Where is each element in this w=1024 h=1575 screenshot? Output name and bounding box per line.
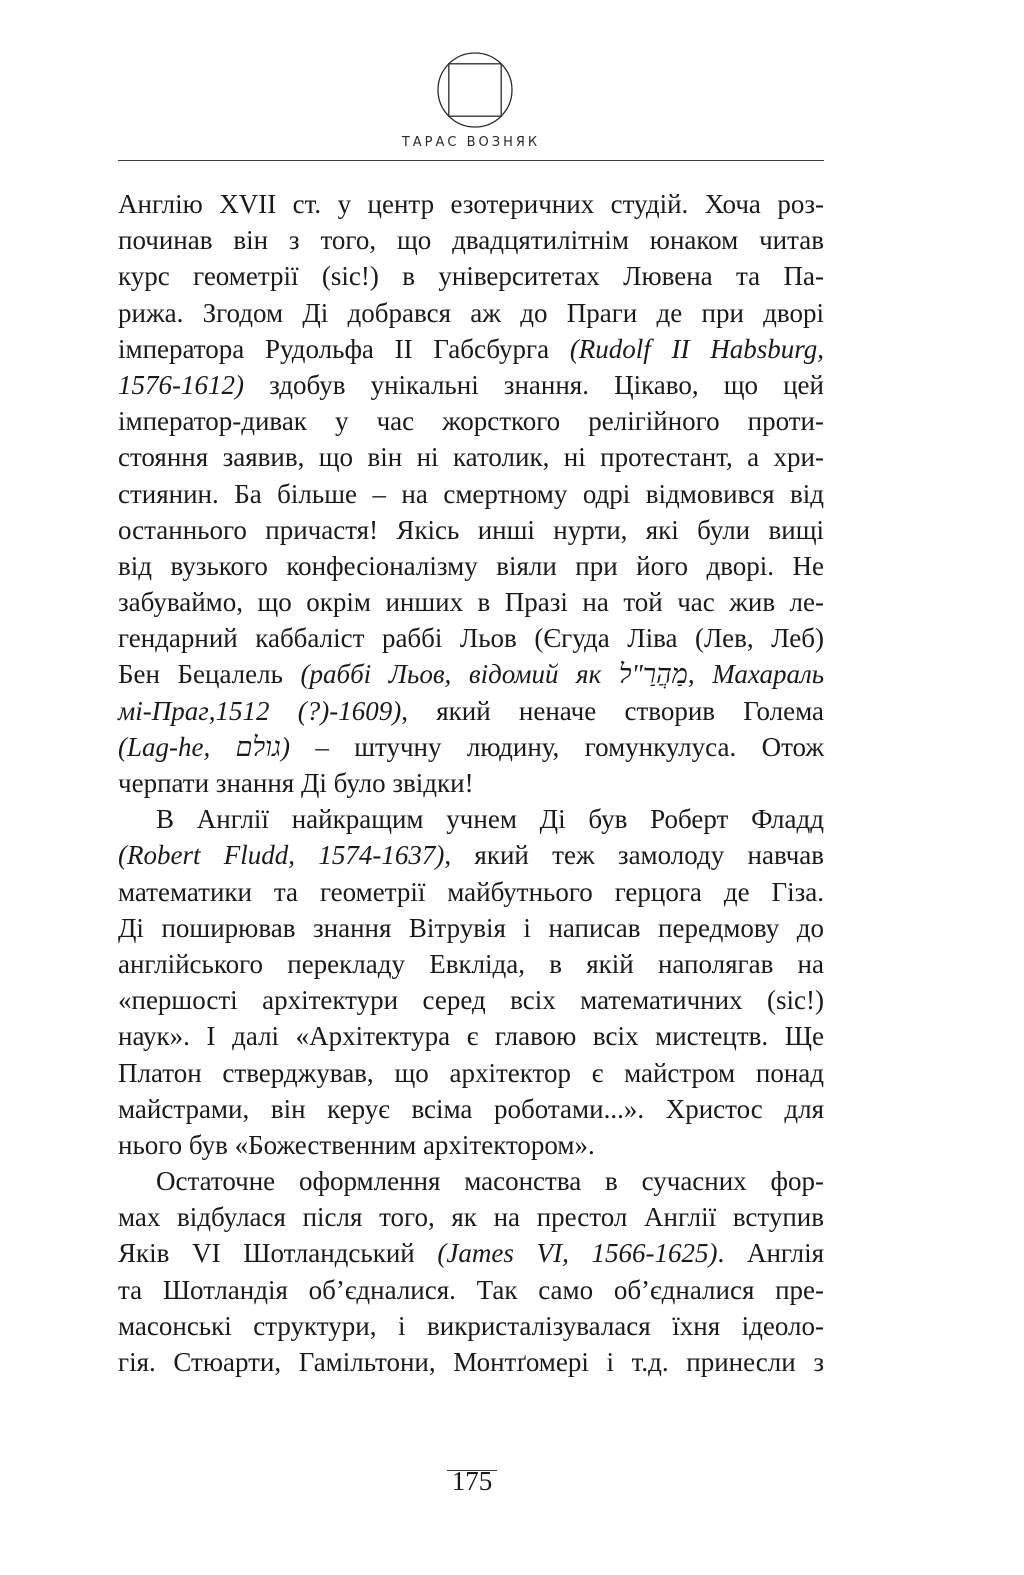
text-run: забуваймо, що окрім инших в Празі на той час жив ле- [118, 587, 824, 618]
text-line [118, 837, 824, 873]
circle-square-emblem-icon [436, 51, 514, 129]
italic-text: (Lag-he, גולם) [118, 731, 290, 762]
text-run: Яків VI Шотландський [118, 1238, 438, 1269]
text-line [118, 656, 824, 692]
text-run: від вузького конфесіоналізму віяли при його дворі. Не [118, 550, 824, 581]
text-run: , який неначе створив Голема [401, 695, 824, 726]
text-line [118, 982, 824, 1018]
text-run: Платон стверджував, що архітектор є майстром понад [118, 1057, 824, 1088]
text-line [118, 295, 824, 331]
text-line [118, 1018, 824, 1054]
body-text [118, 186, 824, 1380]
text-run: англійського перекладу Евкліда, в якій наполягав на [118, 948, 824, 979]
text-line [118, 729, 824, 765]
text-line [118, 439, 824, 475]
text-run: імператор-дивак у час жорсткого релігійного проти- [118, 406, 824, 437]
text-line [118, 765, 824, 801]
paragraph-2 [118, 801, 824, 1163]
text-run: черпати знання Ді було звідки! [118, 768, 474, 798]
text-line [118, 1235, 824, 1271]
paragraph-3 [118, 1163, 824, 1380]
text-line [118, 476, 824, 512]
text-line [118, 1163, 824, 1199]
header-rule [118, 160, 824, 161]
text-line [118, 874, 824, 910]
page-number: 175 [451, 1466, 493, 1496]
text-line [118, 403, 824, 439]
text-run: наук». І далі «Архітектура є главою всіх мистецтв. Ще [118, 1021, 824, 1052]
text-line [118, 620, 824, 656]
text-line [118, 1308, 824, 1344]
text-line [118, 1272, 824, 1308]
text-run: майстрами, він керує всіма роботами...». Христос для [118, 1093, 824, 1124]
text-run: – штучну людину, гомункулуса. Отож [289, 731, 825, 762]
text-run: починав він з того, що двадцятилітнім юнаком читав [118, 225, 824, 256]
text-run: курс геометрії (sic!) в університетах Лювена та Па- [118, 261, 824, 292]
text-line [118, 1199, 824, 1235]
text-line [118, 512, 824, 548]
italic-text: (Robert Fludd, 1574-1637) [118, 840, 445, 871]
paragraph-1 [118, 186, 824, 801]
italic-text: (James VI, 1566-1625) [437, 1238, 718, 1269]
running-head: ТАРАС ВОЗНЯК [401, 135, 541, 150]
text-run: рижа. Згодом Ді добрався аж до Праги де при дворі [118, 297, 824, 328]
italic-text: (Rudolf II Habsburg, [569, 333, 824, 364]
text-line [118, 186, 824, 222]
italic-text: 1576-1612) [118, 369, 244, 400]
text-line [118, 584, 824, 620]
text-run: Англію XVII ст. у центр езотеричних студій. Хоча роз- [118, 189, 824, 219]
text-run: нього був «Божественним архітектором». [118, 1129, 595, 1160]
text-run: імператора Рудольфа II Габсбурга [118, 333, 570, 364]
text-run: «першості архітектури серед всіх математичних (sic!) [118, 985, 824, 1016]
text-line [118, 548, 824, 584]
text-run: масонські структури, і викристалізувалася їхня ідеоло- [118, 1310, 824, 1341]
text-line [118, 1091, 824, 1127]
text-run: гендарний каббаліст раббі Льов (Єгуда Ліва (Лев, Леб) [118, 623, 824, 654]
text-run: , який теж замолоду навчав [444, 840, 825, 871]
italic-text: (раббі Льов, відомий як מַהֲרַ"ל, Махараль [300, 659, 825, 690]
text-line [118, 331, 824, 367]
text-run: та Шотландія об’єдналися. Так само об’єдналися пре- [118, 1274, 824, 1305]
text-line [118, 1344, 824, 1380]
text-run: . Англія [717, 1238, 824, 1269]
text-line [118, 946, 824, 982]
text-line [118, 222, 824, 258]
text-run: гія. Стюарти, Гамільтони, Монтґомері і т.д. принесли з [118, 1347, 824, 1377]
text-run: Остаточне оформлення масонства в сучасних фор- [156, 1166, 824, 1197]
text-line [118, 693, 824, 729]
text-run: математики та геометрії майбутнього герцога де Гіза. [118, 876, 824, 907]
text-run: стиянин. Ба більше – на смертному одрі відмовився від [118, 478, 824, 509]
text-run: мах відбулася після того, як на престол Англії вступив [118, 1202, 824, 1233]
text-line [118, 801, 824, 837]
text-run: останнього причастя! Якісь инші нурти, які були вищі [118, 514, 824, 545]
text-line [118, 910, 824, 946]
text-line [118, 1127, 824, 1163]
text-run: Ді поширював знання Вітрувія і написав передмову до [118, 912, 824, 943]
text-line [118, 1055, 824, 1091]
text-run: стояння заявив, що він ні католик, ні протестант, а хри- [118, 442, 824, 473]
text-run: здобув унікальні знання. Цікаво, що цей [243, 369, 824, 400]
text-line [118, 367, 824, 403]
text-run: В Англії найкращим учнем Ді був Роберт Фладд [156, 804, 824, 835]
italic-text: мі-Праг,1512 (?)-1609) [118, 695, 402, 726]
text-line [118, 258, 824, 294]
text-run: Бен Бецалель [118, 659, 301, 690]
